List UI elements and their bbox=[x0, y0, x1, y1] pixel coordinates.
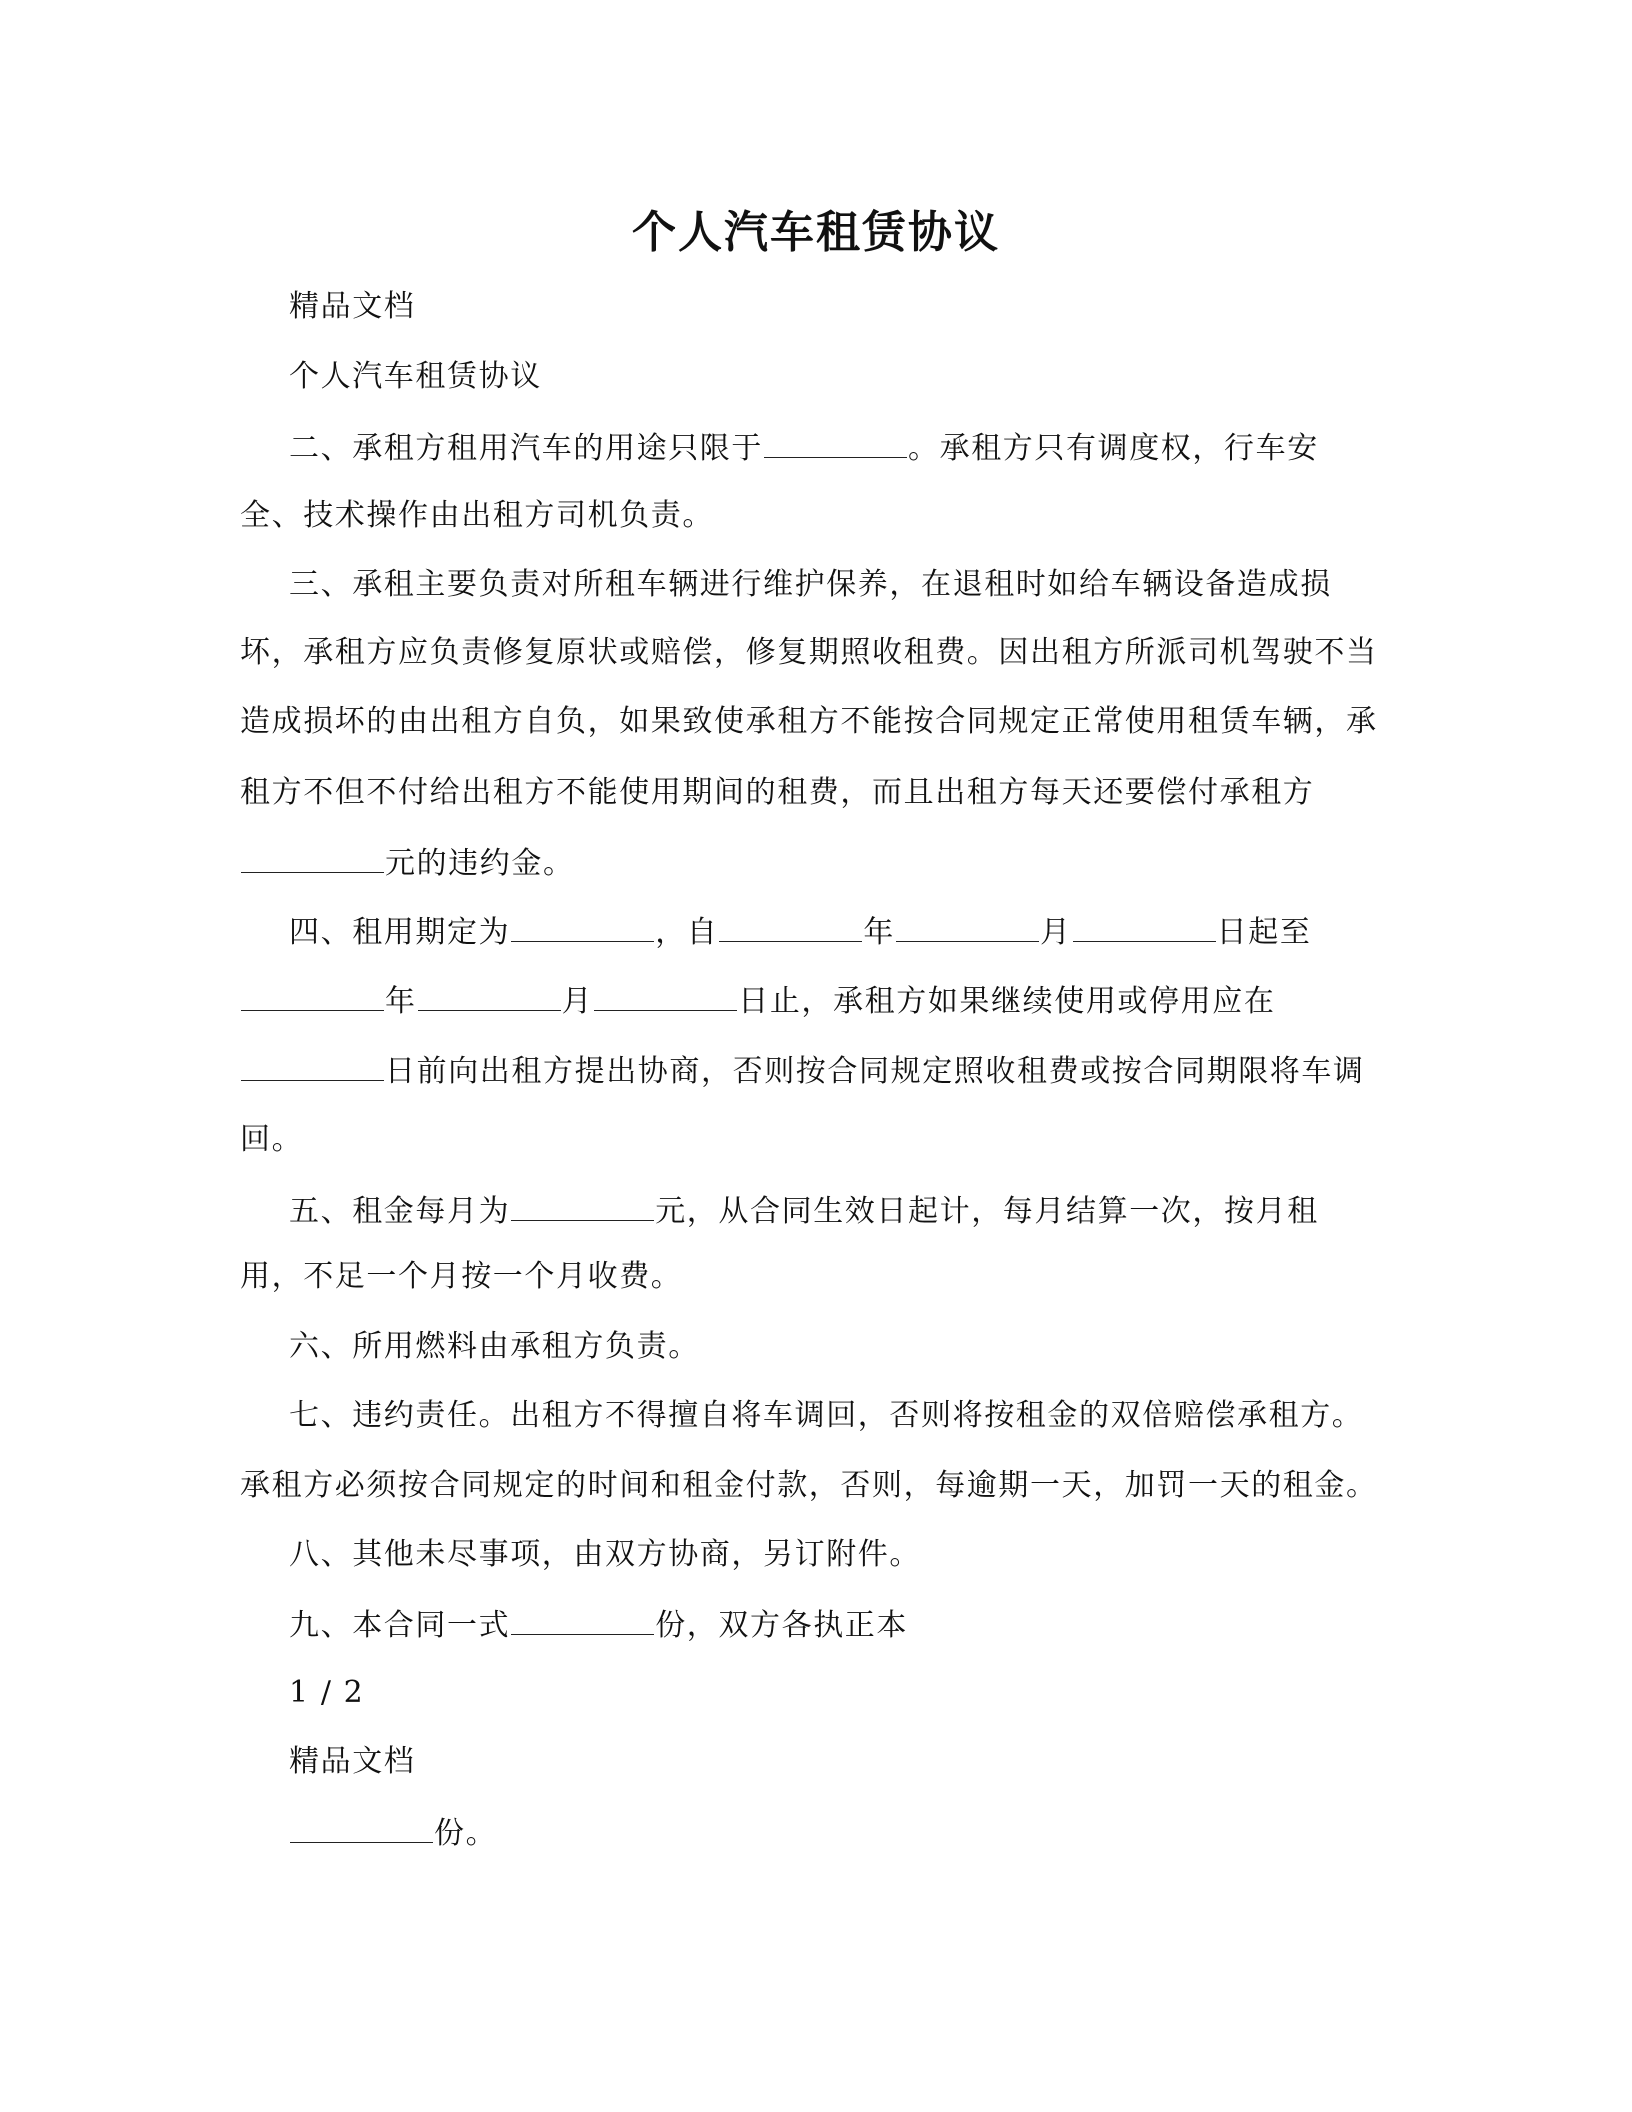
clause-5-line-1 bbox=[289, 1190, 1319, 1232]
clause-3-line-4: 租方不但不付给出租方不能使用期间的租费，而且出租方每天还要偿付承租方 bbox=[240, 775, 1315, 810]
clause-8: 八、其他未尽事项，由双方协商，另订附件。 bbox=[289, 1537, 921, 1572]
blank-field bbox=[241, 980, 384, 1011]
text: 日起至 bbox=[1216, 915, 1312, 950]
text: 年 bbox=[863, 915, 896, 950]
text: 年 bbox=[385, 984, 417, 1019]
clause-6: 六、所用燃料由承租方负责。 bbox=[289, 1329, 700, 1364]
blank-field bbox=[511, 911, 654, 942]
text: 日止，承租方如果继续使用或停用应在 bbox=[738, 984, 1276, 1019]
blank-field bbox=[719, 911, 862, 942]
clause-4-line-2 bbox=[240, 980, 1275, 1022]
text: ，自 bbox=[655, 915, 719, 950]
clause-3-line-5 bbox=[240, 842, 575, 884]
text: 元的违约金。 bbox=[385, 846, 575, 881]
watermark-text: 精品文档 bbox=[289, 289, 416, 324]
text: 日前向出租方提出协商，否则按合同规定照收租费或按合同期限将车调 bbox=[385, 1054, 1365, 1089]
blank-field bbox=[764, 427, 907, 458]
text: 份，双方各执正本 bbox=[655, 1608, 909, 1643]
clause-5-line-2: 用，不足一个月按一个月收费。 bbox=[240, 1259, 683, 1294]
clause-4-line-3 bbox=[240, 1050, 1365, 1092]
clause-9 bbox=[289, 1604, 908, 1646]
subtitle: 个人汽车租赁协议 bbox=[289, 359, 542, 394]
watermark-text: 精品文档 bbox=[289, 1744, 416, 1779]
text: 。承租方只有调度权，行车安 bbox=[908, 431, 1319, 466]
text: 二、承租方租用汽车的用途只限于 bbox=[289, 431, 763, 466]
text: 元，从合同生效日起计，每月结算一次，按月租 bbox=[655, 1194, 1319, 1229]
text: 四、租用期定为 bbox=[289, 915, 511, 950]
text: 五、租金每月为 bbox=[289, 1194, 511, 1229]
clause-7-line-1: 七、违约责任。出租方不得擅自将车调回，否则将按租金的双倍赔偿承租方。 bbox=[289, 1398, 1364, 1433]
clause-7-line-2: 承租方必须按合同规定的时间和租金付款，否则，每逾期一天，加罚一天的租金。 bbox=[240, 1468, 1378, 1503]
blank-field bbox=[241, 842, 384, 873]
text: 月 bbox=[561, 984, 594, 1019]
blank-field bbox=[594, 980, 737, 1011]
text: 月 bbox=[1040, 915, 1072, 950]
clause-3-line-1: 三、承租主要负责对所租车辆进行维护保养，在退租时如给车辆设备造成损 bbox=[289, 567, 1332, 602]
blank-field bbox=[418, 980, 561, 1011]
clause-2-line-1 bbox=[289, 427, 1319, 469]
clause-3-line-2: 坏，承租方应负责修复原状或赔偿，修复期照收租费。因出租方所派司机驾驶不当 bbox=[240, 635, 1378, 670]
blank-field bbox=[511, 1604, 654, 1635]
text: 份。 bbox=[434, 1816, 498, 1851]
page-number: 1 / 2 bbox=[289, 1675, 365, 1710]
clause-4-line-1 bbox=[289, 911, 1311, 953]
blank-field bbox=[1073, 911, 1216, 942]
blank-field bbox=[290, 1812, 433, 1843]
document-title: 个人汽车租赁协议 bbox=[632, 207, 1000, 258]
blank-field bbox=[896, 911, 1039, 942]
clause-9-continued bbox=[289, 1812, 497, 1854]
text: 九、本合同一式 bbox=[289, 1608, 511, 1643]
blank-field bbox=[241, 1050, 384, 1081]
blank-field bbox=[511, 1190, 654, 1221]
clause-4-line-4: 回。 bbox=[240, 1122, 304, 1157]
clause-2-line-2: 全、技术操作由出租方司机负责。 bbox=[240, 498, 714, 533]
clause-3-line-3: 造成损坏的由出租方自负，如果致使承租方不能按合同规定正常使用租赁车辆，承 bbox=[240, 704, 1378, 739]
